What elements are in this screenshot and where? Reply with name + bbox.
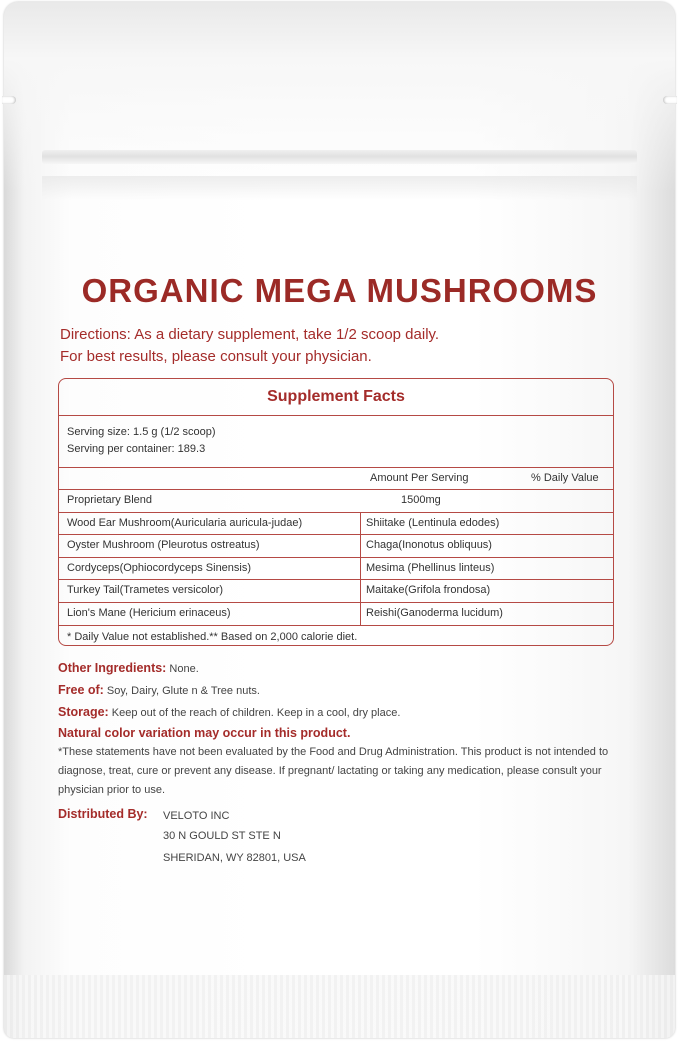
ingredient-left: Oyster Mushroom (Pleurotus ostreatus) xyxy=(67,539,260,551)
ingredient-right: Chaga(Inonotus obliquus) xyxy=(366,539,492,551)
ingredient-row xyxy=(59,512,613,534)
facts-footnote: * Daily Value not established.** Based on 2,000 calorie diet. xyxy=(67,631,358,643)
distributor-address-1: 30 N GOULD ST STE N xyxy=(163,830,281,842)
free-of xyxy=(58,683,260,697)
divider xyxy=(59,415,613,416)
serving-size: Serving size: 1.5 g (1/2 scoop) xyxy=(67,426,216,438)
other-ingredients xyxy=(58,661,199,675)
proprietary-blend-label: Proprietary Blend xyxy=(67,494,152,506)
free-of-label: Free of: xyxy=(58,683,104,697)
ingredient-right: Shiitake (Lentinula edodes) xyxy=(366,517,500,529)
distributor-name: VELOTO INC xyxy=(163,810,230,822)
tear-notch-left xyxy=(2,96,16,104)
product-title: ORGANIC MEGA MUSHROOMS xyxy=(81,272,598,309)
ingredient-right: Reishi(Ganoderma lucidum) xyxy=(366,607,503,619)
directions-line-1: Directions: As a dietary supplement, take 1/2 scoop daily. xyxy=(60,326,440,343)
divider xyxy=(59,489,613,490)
ingredient-row xyxy=(59,557,613,579)
ingredient-right: Maitake(Grifola frondosa) xyxy=(366,584,491,596)
proprietary-blend-amount: 1500mg xyxy=(401,494,441,506)
amount-per-serving-header: Amount Per Serving xyxy=(370,472,469,484)
ingredient-left: Cordyceps(Ophiocordyceps Sinensis) xyxy=(67,562,252,574)
free-of-value: Soy, Dairy, Glute n & Tree nuts. xyxy=(106,685,260,697)
storage xyxy=(58,705,400,719)
divider xyxy=(59,625,613,626)
storage-label: Storage: xyxy=(58,705,109,719)
divider xyxy=(59,467,613,468)
directions xyxy=(60,324,439,368)
directions-line-2: For best results, please consult your physician. xyxy=(60,348,372,365)
other-ingredients-value: None. xyxy=(169,663,199,675)
distributor-address-2: SHERIDAN, WY 82801, USA xyxy=(163,852,306,864)
ingredient-row xyxy=(59,602,613,624)
ingredient-left: Turkey Tail(Trametes versicolor) xyxy=(67,584,224,596)
other-ingredients-label: Other Ingredients: xyxy=(58,661,167,675)
column-divider xyxy=(360,512,361,625)
zipper-shadow xyxy=(42,176,637,200)
ingredient-left: Lion's Mane (Hericium erinaceus) xyxy=(67,607,231,619)
servings-per-container: Serving per container: 189.3 xyxy=(67,443,206,455)
ingredient-row xyxy=(59,579,613,601)
storage-value: Keep out of the reach of children. Keep in a cool, dry place. xyxy=(111,707,401,719)
bottom-seal xyxy=(4,975,675,1038)
natural-color-note: Natural color variation may occur in this product. xyxy=(58,726,351,740)
ingredient-left: Wood Ear Mushroom(Auricularia auricula-judae) xyxy=(67,517,303,529)
tear-notch-right xyxy=(663,96,677,104)
fda-disclaimer: *These statements have not been evaluated by the Food and Drug Administration. This product is not intended to diagnose, treat, cure or prevent any disease. If pregnant/ lactating or taking any medication, please consult your physician prior to use. xyxy=(58,746,609,796)
supplement-facts-panel xyxy=(58,378,614,646)
distributed-by-label: Distributed By: xyxy=(58,807,148,821)
ingredient-right: Mesima (Phellinus linteus) xyxy=(366,562,495,574)
daily-value-header: % Daily Value xyxy=(531,472,599,484)
ingredient-row xyxy=(59,534,613,556)
facts-title: Supplement Facts xyxy=(267,388,405,405)
zipper-seal xyxy=(42,150,637,164)
